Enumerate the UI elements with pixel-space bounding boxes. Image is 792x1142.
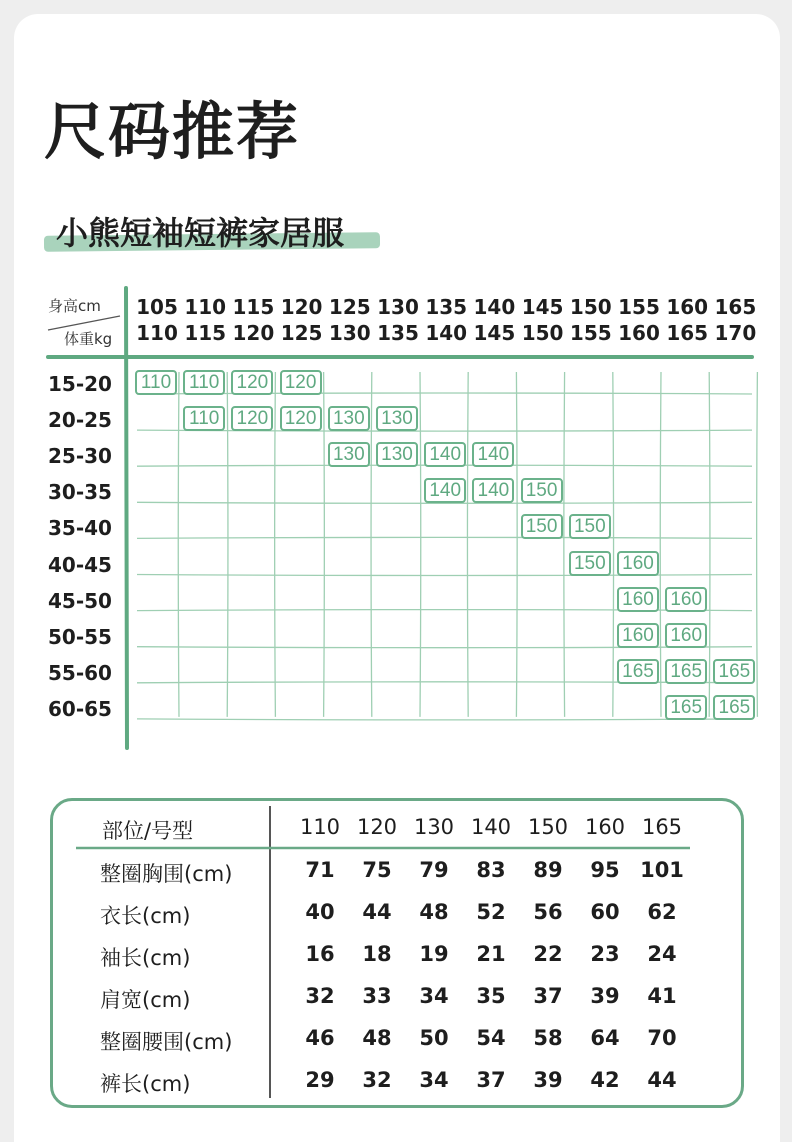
height-range-start: 140 (473, 295, 516, 319)
height-range-start: 105 (136, 295, 178, 319)
measurement-value: 34 (419, 984, 449, 1008)
measurement-value: 44 (647, 1068, 677, 1092)
measurement-value: 60 (590, 900, 620, 924)
height-range-start: 110 (184, 295, 227, 319)
weight-row-label: 35-40 (48, 516, 112, 541)
height-range-end: 160 (618, 321, 660, 345)
size-chip: 165 (713, 695, 755, 720)
measurement-value: 42 (590, 1068, 620, 1092)
measurement-value: 39 (533, 1068, 563, 1092)
measurement-value: 44 (362, 900, 392, 924)
measurement-value: 16 (305, 942, 335, 966)
weight-row-label: 40-45 (48, 552, 112, 577)
weight-row-label: 60-65 (48, 696, 112, 721)
measurement-value: 24 (647, 942, 677, 966)
size-chip: 140 (472, 442, 514, 467)
height-range-end: 110 (136, 321, 178, 345)
height-range-start: 145 (521, 295, 564, 319)
size-chip: 130 (328, 442, 370, 467)
height-range-end: 150 (521, 321, 564, 345)
measurement-value: 56 (533, 900, 563, 924)
size-chip: 120 (231, 370, 273, 395)
weight-row-label: 55-60 (48, 660, 112, 685)
size-chip: 160 (617, 623, 659, 648)
height-range-start: 160 (666, 295, 709, 319)
height-range-end: 155 (569, 321, 612, 345)
size-chip: 130 (328, 406, 370, 431)
measurement-value: 89 (533, 858, 563, 882)
measurement-value: 29 (305, 1068, 335, 1092)
size-chip: 165 (617, 659, 659, 684)
measurement-size-header: 165 (641, 815, 683, 839)
height-range-start: 150 (569, 295, 612, 319)
size-chip: 165 (713, 659, 755, 684)
size-chip: 150 (569, 551, 611, 576)
measurement-value: 79 (419, 858, 449, 882)
measurement-size-header: 160 (584, 815, 626, 839)
height-range-end: 165 (666, 321, 709, 345)
size-chip: 160 (617, 551, 659, 576)
measurement-value: 21 (476, 942, 506, 966)
measurement-value: 95 (590, 858, 620, 882)
height-range-end: 115 (184, 321, 227, 345)
measurement-row-label: 整圈腰围(cm) (100, 1030, 233, 1054)
size-chip: 150 (521, 478, 563, 503)
size-chip: 120 (231, 406, 273, 431)
weight-row-label: 15-20 (48, 372, 112, 396)
measurement-value: 39 (590, 984, 620, 1008)
measurement-row-label: 整圈胸围(cm) (100, 862, 233, 886)
size-chip: 165 (665, 695, 707, 720)
measurement-value: 83 (476, 858, 506, 882)
measurement-value: 62 (647, 900, 677, 924)
size-chip: 130 (376, 406, 418, 431)
measurement-size-header: 150 (527, 815, 569, 839)
measurement-value: 19 (419, 942, 449, 966)
size-chip: 140 (472, 478, 514, 503)
measurement-value: 23 (590, 942, 620, 966)
measurement-size-header: 140 (470, 815, 512, 839)
size-chip: 160 (665, 587, 707, 612)
size-chip: 120 (280, 370, 322, 395)
measurement-value: 48 (362, 1026, 392, 1050)
height-range-end: 170 (714, 321, 757, 345)
size-chip: 140 (424, 478, 466, 503)
measurement-value: 37 (476, 1068, 506, 1092)
product-subtitle: 小熊短袖短裤家居服 (56, 214, 345, 252)
size-chip: 140 (424, 442, 466, 467)
size-chip: 150 (569, 514, 611, 539)
measurement-value: 35 (476, 984, 506, 1008)
weight-axis-label: 体重kg (64, 330, 113, 348)
measurement-row-label: 袖长(cm) (100, 946, 191, 970)
measurement-value: 54 (476, 1026, 506, 1050)
size-chip: 160 (617, 587, 659, 612)
height-range-start: 130 (377, 295, 419, 319)
measurement-size-header: 110 (299, 815, 341, 839)
measurement-value: 18 (362, 942, 392, 966)
measurement-value: 64 (590, 1026, 620, 1050)
height-range-start: 135 (425, 295, 468, 319)
size-chip: 150 (521, 514, 563, 539)
height-range-end: 140 (425, 321, 468, 345)
measurement-value: 75 (362, 858, 392, 882)
weight-row-label: 45-50 (48, 588, 112, 613)
measurement-value: 32 (305, 984, 335, 1008)
size-chip: 110 (135, 370, 177, 395)
measurement-value: 22 (533, 942, 563, 966)
measurement-row-label: 裤长(cm) (100, 1072, 191, 1096)
size-chip: 110 (183, 370, 225, 395)
measurement-value: 33 (362, 984, 392, 1008)
measurement-value: 40 (305, 900, 335, 924)
measurement-size-header: 130 (413, 815, 455, 839)
height-range-end: 120 (232, 321, 275, 345)
height-range-start: 115 (232, 295, 275, 319)
measurement-value: 46 (305, 1026, 335, 1050)
weight-row-label: 30-35 (48, 480, 112, 505)
size-chip: 130 (376, 442, 418, 467)
measurement-value: 52 (476, 900, 506, 924)
measurement-value: 37 (533, 984, 563, 1008)
size-chip: 160 (665, 623, 707, 648)
measurement-value: 34 (419, 1068, 449, 1092)
measurement-value: 101 (640, 858, 684, 882)
height-range-start: 165 (714, 295, 757, 319)
measurement-value: 32 (362, 1068, 392, 1092)
weight-row-label: 25-30 (48, 444, 112, 469)
measurement-value: 70 (647, 1026, 677, 1050)
weight-row-label: 20-25 (48, 408, 112, 433)
weight-row-label: 50-55 (48, 624, 112, 649)
measurement-size-header: 120 (356, 815, 398, 839)
height-range-start: 120 (280, 295, 323, 319)
height-range-end: 130 (328, 321, 371, 345)
height-range-start: 155 (618, 295, 660, 319)
height-range-end: 135 (377, 321, 419, 345)
height-range-end: 125 (280, 321, 323, 345)
measurement-value: 41 (647, 984, 677, 1008)
height-axis-label: 身高cm (48, 297, 101, 315)
measurement-row-label: 衣长(cm) (100, 904, 191, 928)
measurement-header-label: 部位/号型 (102, 819, 194, 843)
measurement-value: 50 (419, 1026, 449, 1050)
measurement-value: 71 (305, 858, 335, 882)
measurement-value: 48 (419, 900, 449, 924)
measurement-value: 58 (533, 1026, 563, 1050)
height-range-start: 125 (328, 295, 371, 319)
size-chip: 165 (665, 659, 707, 684)
size-chip: 120 (280, 406, 322, 431)
size-chip: 110 (183, 406, 225, 431)
measurement-row-label: 肩宽(cm) (100, 988, 191, 1012)
page-title: 尺码推荐 (44, 95, 301, 168)
height-range-end: 145 (473, 321, 516, 345)
